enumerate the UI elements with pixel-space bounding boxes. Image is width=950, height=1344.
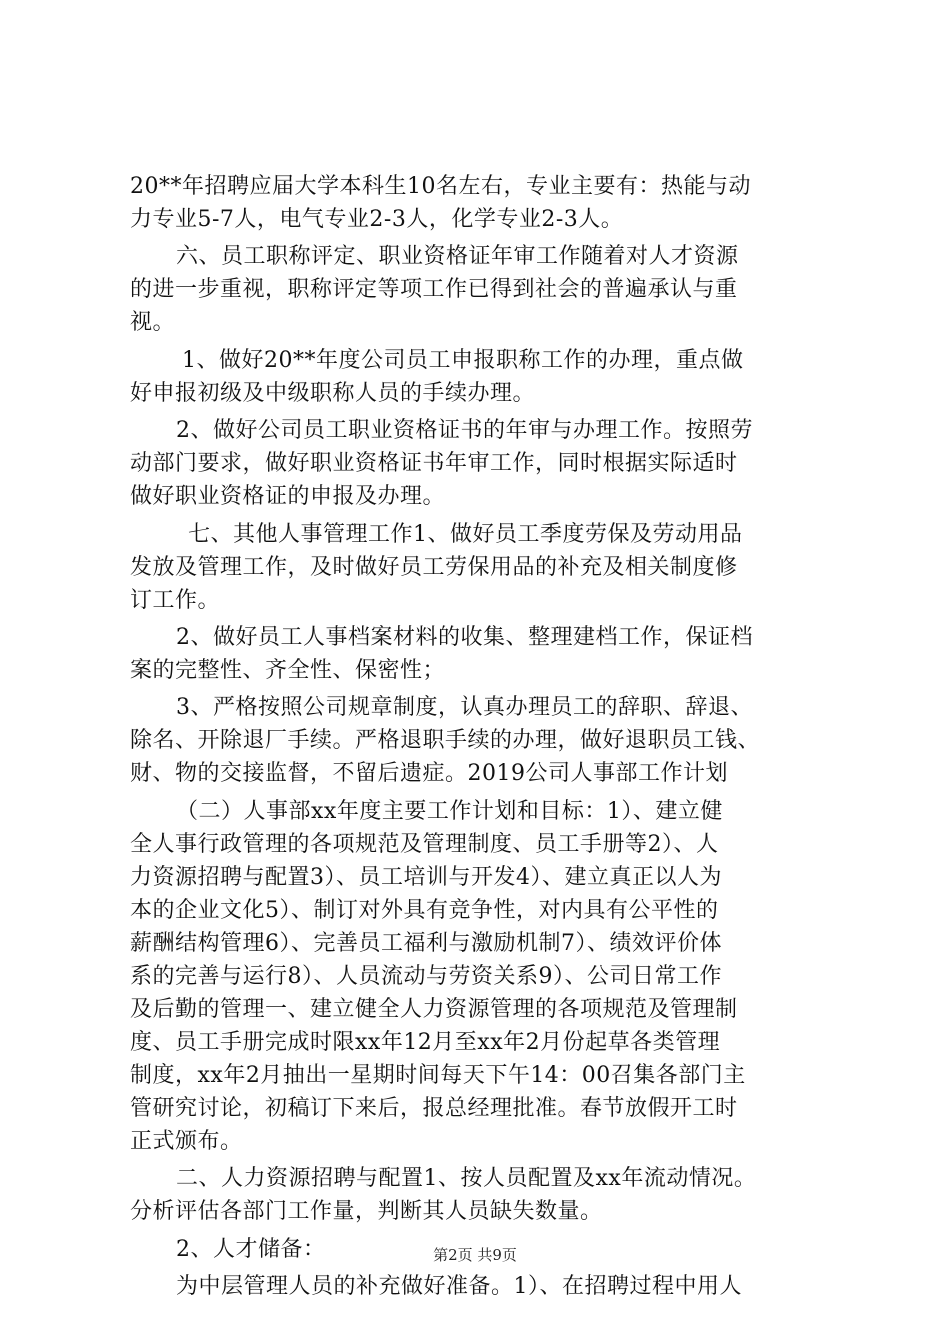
text-line: 的进一步重视，职称评定等项工作已得到社会的普遍承认与重 — [130, 277, 738, 302]
text-line: 好申报初级及中级职称人员的手续办理。 — [130, 381, 536, 406]
text-line: 做好职业资格证的申报及办理。 — [130, 484, 446, 509]
text-line: 订工作。 — [130, 588, 221, 613]
text-line: 发放及管理工作，及时做好员工劳保用品的补充及相关制度修 — [130, 555, 738, 580]
text-line: 视。 — [130, 310, 176, 335]
text-line: 力专业5-7人，电气专业2-3人，化学专业2-3人。 — [130, 207, 624, 232]
text-line: 系的完善与运行8）、人员流动与劳资关系9）、公司日常工作 — [130, 964, 722, 989]
text-line: 力资源招聘与配置3）、员工培训与开发4）、建立真正以人为 — [130, 865, 722, 890]
text-line: 制度，xx年2月抽出一星期时间每天下午14：00召集各部门主 — [130, 1063, 746, 1088]
text-line: 财、物的交接监督，不留后遗症。2019公司人事部工作计划 — [130, 761, 728, 786]
text-line: 除名、开除退厂手续。严格退职手续的办理，做好退职员工钱、 — [130, 728, 761, 753]
text-line: 及后勤的管理一、建立健全人力资源管理的各项规范及管理制 — [130, 997, 738, 1022]
text-line: 案的完整性、齐全性、保密性； — [130, 658, 446, 683]
text-line: 全人事行政管理的各项规范及管理制度、员工手册等2）、人 — [130, 832, 719, 857]
text-line: 2、做好公司员工职业资格证书的年审与办理工作。按照劳 — [176, 418, 753, 443]
text-line: 二、人力资源招聘与配置1、按人员配置及xx年流动情况。 — [176, 1166, 757, 1191]
text-line: 为中层管理人员的补充做好准备。1）、在招聘过程中用人 — [176, 1274, 742, 1299]
text-line: 动部门要求，做好职业资格证书年审工作，同时根据实际适时 — [130, 451, 738, 476]
text-line: 度、员工手册完成时限xx年12月至xx年2月份起草各类管理 — [130, 1030, 721, 1055]
text-line: 2、人才储备： — [176, 1237, 326, 1262]
text-line: 六、员工职称评定、职业资格证年审工作随着对人才资源 — [176, 244, 739, 269]
page-number-footer: 第2页 共9页 — [433, 1246, 517, 1264]
text-line: 分析评估各部门工作量，判断其人员缺失数量。 — [130, 1199, 603, 1224]
text-line: 1、做好20**年度公司员工申报职称工作的办理，重点做 — [182, 348, 744, 373]
text-line: 20**年招聘应届大学本科生10名左右，专业主要有：热能与动 — [130, 174, 751, 199]
text-line: 本的企业文化5）、制订对外具有竞争性，对内具有公平性的 — [130, 898, 719, 923]
text-line: 七、其他人事管理工作1、做好员工季度劳保及劳动用品 — [188, 522, 743, 547]
text-line: （二）人事部xx年度主要工作计划和目标：1）、建立健 — [176, 799, 723, 824]
text-line: 管研究讨论，初稿订下来后，报总经理批准。春节放假开工时 — [130, 1096, 738, 1121]
text-line: 薪酬结构管理6）、完善员工福利与激励机制7）、绩效评价体 — [130, 931, 722, 956]
text-line: 正式颁布。 — [130, 1129, 243, 1154]
text-line: 2、做好员工人事档案材料的收集、整理建档工作，保证档 — [176, 625, 753, 650]
text-line: 3、严格按照公司规章制度，认真办理员工的辞职、辞退、 — [176, 695, 753, 720]
